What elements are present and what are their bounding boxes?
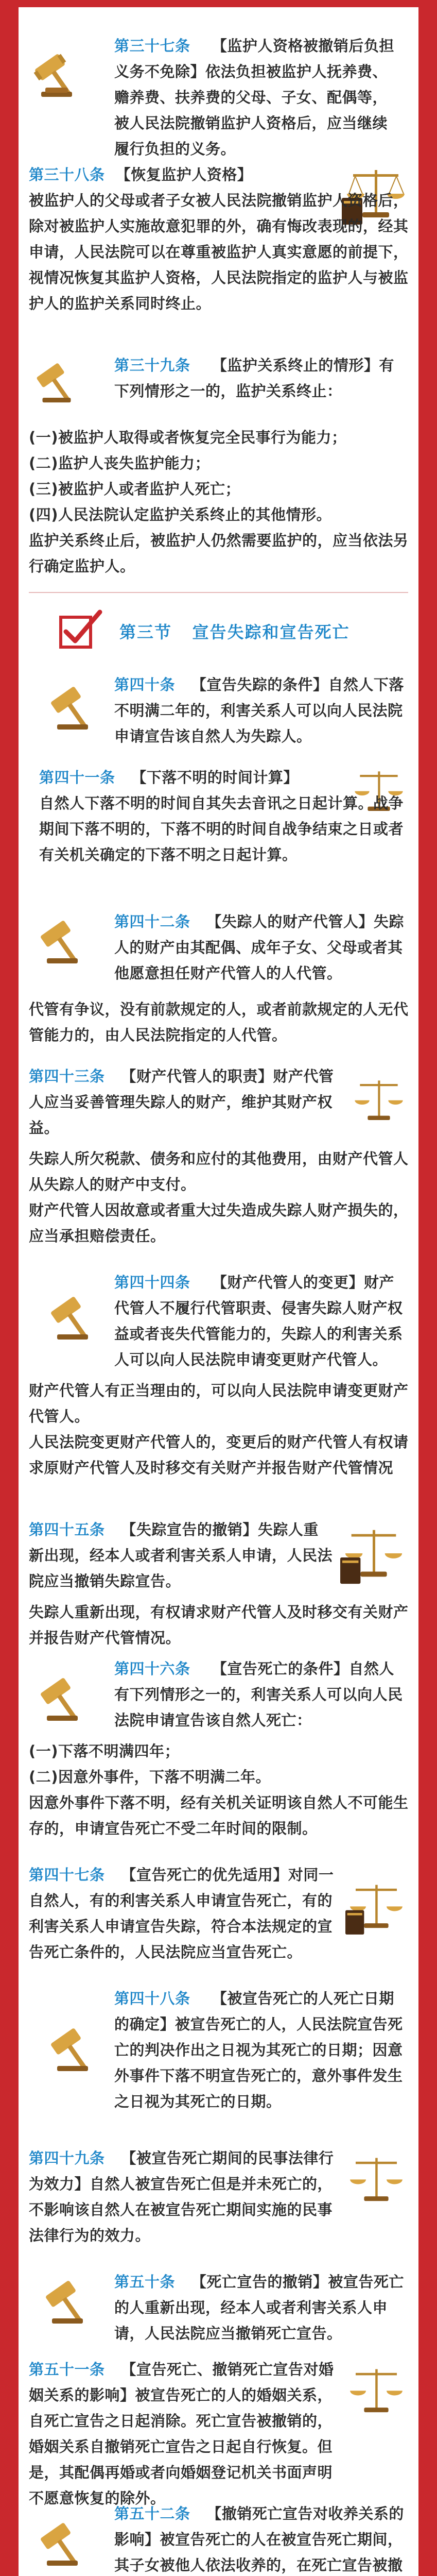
article-41 bbox=[19, 765, 418, 899]
article-49 bbox=[19, 2145, 418, 2259]
paragraph: 失踪人所欠税款、债务和应付的其他费用，由财产代管人从失踪人的财产中支付。 bbox=[29, 1150, 409, 1193]
article-50 bbox=[19, 2269, 418, 2357]
gavel-icon bbox=[39, 1285, 106, 1347]
gavel-icon bbox=[26, 352, 88, 409]
entry-38-text bbox=[29, 162, 338, 188]
article-body: 自然人下落不明满二年的，利害关系人可以向人民法院申请宣告该自然人为失踪人。 bbox=[114, 676, 404, 745]
paragraph: 财产代管人有正当理由的，可以向人民法院申请变更财产代管人。 bbox=[29, 1382, 409, 1425]
gavel-icon bbox=[29, 2511, 96, 2573]
article-body: 自然人被宣告死亡但是并未死亡的，不影响该自然人在被宣告死亡期间实施的民事法律行为的效力。 bbox=[29, 2175, 333, 2244]
article-number: 第四十条 bbox=[114, 676, 176, 693]
entry-38 bbox=[19, 162, 418, 342]
article-number: 第三十九条 bbox=[114, 357, 190, 374]
article-43 bbox=[19, 1063, 418, 1269]
article-41-heading bbox=[39, 765, 348, 790]
article-50-text bbox=[114, 2269, 408, 2346]
article-body: 财产代管人不履行代管职责、侵害失踪人财产权益或者丧失代管能力的，失踪人的利害关系人可以向人民法院申请变更财产代管人。 bbox=[114, 1274, 403, 1368]
gavel-icon bbox=[39, 2016, 106, 2078]
article-body: 自然人有下列情形之一的，利害关系人可以向人民法院申请宣告该自然人死亡： bbox=[114, 1660, 403, 1729]
article-42-text bbox=[114, 909, 408, 986]
entry-37-text bbox=[114, 33, 403, 162]
article-body: 失踪人重新出现，经本人或者利害关系人申请，人民法院应当撤销失踪宣告。 bbox=[29, 1521, 333, 1590]
paragraph: 人民法院变更财产代管人的，变更后的财产代管人有权请求原财产代管人及时移交有关财产并报告财产代管情况 bbox=[29, 1433, 409, 1477]
article-title: 【宣告失踪的条件】 bbox=[191, 676, 328, 693]
article-title: 【宣告死亡的条件】 bbox=[212, 1660, 349, 1677]
article-42 bbox=[19, 909, 418, 1058]
article-45 bbox=[19, 1517, 418, 1661]
article-46-text bbox=[114, 1656, 408, 1733]
entry-38-body: 被监护人的父母或者子女被人民法院撤销监护人资格后，除对被监护人实施故意犯罪的外，确有悔改表现的，经其申请，人民法院可以在尊重被监护人真实意愿的前提下，视情况恢复其监护人资格，人民法院指定的监护人与被监护人的监护关系同时终止。 bbox=[29, 192, 409, 312]
article-number: 第四十一条 bbox=[39, 769, 115, 786]
article-title: 【被宣告死亡的人死亡日期的确定】 bbox=[114, 1990, 394, 2033]
article-number: 第五十一条 bbox=[29, 2361, 105, 2378]
entry-37 bbox=[19, 33, 418, 158]
article-48-text bbox=[114, 1986, 408, 2114]
paragraph: 代管有争议，没有前款规定的人，或者前款规定的人无代管能力的，由人民法院指定的人代管。 bbox=[29, 1001, 409, 1044]
section-title bbox=[119, 619, 349, 643]
article-number: 第四十八条 bbox=[114, 1990, 190, 2007]
article-40-text bbox=[114, 672, 408, 749]
article-body: 被宣告死亡的人的婚姻关系，自死亡宣告之日起消除。死亡宣告被撤销的，婚姻关系自撤销死亡宣告之日起自行恢复。但是，其配偶再婚或者向婚姻登记机关书面声明不愿意恢复的除外。 bbox=[29, 2386, 333, 2507]
section-name: 宣告失踪和宣告死亡 bbox=[192, 622, 350, 642]
article-number: 第三十七条 bbox=[114, 37, 190, 55]
section-divider bbox=[29, 592, 408, 593]
entry-39 bbox=[19, 352, 418, 589]
article-number: 第四十四条 bbox=[114, 1274, 190, 1291]
scales-of-justice-icon bbox=[348, 1074, 410, 1130]
article-47 bbox=[19, 1862, 418, 1980]
article-body: 被宣告死亡的人，人民法院宣告死亡的判决作出之日视为其死亡的日期；因意外事件下落不明宣告死亡的，意外事件发生之日视为其死亡的日期。 bbox=[114, 2015, 403, 2110]
article-title: 【宣告死亡、撤销死亡宣告对婚姻关系的影响】 bbox=[29, 2361, 334, 2404]
gavel-icon bbox=[29, 909, 96, 971]
list-item: (二)监护人丧失监护能力； bbox=[29, 454, 211, 472]
document-sheet bbox=[19, 7, 418, 2576]
article-title: 【监护人资格被撤销后负担义务不免除】 bbox=[114, 37, 394, 80]
gavel-icon bbox=[26, 42, 88, 104]
article-title: 【下落不明的时间计算】 bbox=[131, 769, 299, 786]
article-number: 第四十三条 bbox=[29, 1067, 105, 1085]
article-title: 【被宣告死亡期间的民事法律行为效力】 bbox=[29, 2149, 334, 2193]
article-52-text bbox=[114, 2501, 408, 2576]
list-item: (四)人民法院认定监护关系终止的其他情形。 bbox=[29, 506, 332, 523]
article-title: 【恢复监护人资格】 bbox=[115, 166, 253, 183]
list-item: (三)被监护人或者监护人死亡； bbox=[29, 480, 241, 498]
section-header bbox=[19, 600, 418, 662]
article-body: 被宣告死亡的人重新出现，经本人或者利害关系人申请，人民法院应当撤销死亡宣告。 bbox=[114, 2273, 404, 2342]
entry-39-text bbox=[114, 352, 408, 404]
article-body: 被宣告死亡的人在被宣告死亡期间，其子女被他人依法收养的，在死亡宣告被撤 bbox=[114, 2531, 403, 2574]
article-body: 失踪人的财产由其配偶、成年子女、父母或者其他愿意担任财产代管人的人代管。 bbox=[114, 913, 404, 982]
article-number: 第四十二条 bbox=[114, 913, 190, 930]
article-title: 【监护关系终止的情形】 bbox=[212, 357, 379, 374]
article-body: 财产代管人应当妥善管理失踪人的财产，维护其财产权益。 bbox=[29, 1067, 334, 1137]
paragraph: 因意外事件下落不明，经有关机关证明该自然人不可能生存的，申请宣告死亡不受二年时间的限制。 bbox=[29, 1794, 409, 1837]
checkbox-check-icon bbox=[58, 609, 104, 652]
list-item: (一)被监护人取得或者恢复完全民事行为能力； bbox=[29, 429, 347, 446]
paragraph: 监护关系终止后，被监护人仍然需要监护的，应当依法另行确定监护人。 bbox=[29, 532, 409, 575]
article-number: 第五十条 bbox=[114, 2273, 176, 2291]
article-48 bbox=[19, 1986, 418, 2145]
gavel-icon bbox=[34, 2269, 101, 2331]
list-item: (一)下落不明满四年； bbox=[29, 1742, 180, 1760]
article-45-text bbox=[29, 1517, 333, 1594]
article-number: 第三十八条 bbox=[29, 166, 105, 183]
scales-of-justice-icon bbox=[343, 2362, 410, 2424]
article-44 bbox=[19, 1269, 418, 1512]
article-44-text bbox=[114, 1269, 408, 1372]
article-title: 【撤销死亡宣告对收养关系的影响】 bbox=[114, 2505, 404, 2548]
article-title: 【失踪人的财产代管人】 bbox=[206, 913, 374, 930]
article-43-text bbox=[29, 1063, 343, 1141]
scales-of-justice-icon bbox=[343, 2150, 410, 2212]
article-49-text bbox=[29, 2145, 338, 2248]
article-title: 【宣告死亡的优先适用】 bbox=[121, 1866, 288, 1884]
article-body: 有下列情形之一的，监护关系终止： bbox=[114, 357, 394, 400]
article-title: 【财产代管人的变更】 bbox=[212, 1274, 364, 1291]
article-number: 第四十五条 bbox=[29, 1521, 105, 1538]
article-title: 【失踪宣告的撤销】 bbox=[121, 1521, 258, 1538]
article-47-text bbox=[29, 1862, 338, 1965]
article-52 bbox=[19, 2501, 418, 2576]
article-number: 第四十六条 bbox=[114, 1660, 190, 1677]
list-item: (二)因意外事件，下落不明满二年。 bbox=[29, 1768, 271, 1786]
article-number: 第五十二条 bbox=[114, 2505, 190, 2522]
section-label: 第三节 bbox=[119, 622, 172, 642]
gavel-icon bbox=[39, 675, 106, 737]
article-40 bbox=[19, 672, 418, 754]
article-number: 第四十七条 bbox=[29, 1866, 105, 1884]
article-title: 【死亡宣告的撤销】 bbox=[191, 2273, 328, 2291]
article-body: 依法负担被监护人抚养费、赡养费、扶养费的父母、子女、配偶等，被人民法院撤销监护人资格后，应当继续履行负担的义务。 bbox=[114, 63, 388, 158]
scales-of-justice-icon bbox=[343, 1877, 410, 1939]
article-body: 对同一自然人，有的利害关系人申请宣告死亡，有的利害关系人申请宣告失踪，符合本法规定的宣告死亡条件的，人民法院应当宣告死亡。 bbox=[29, 1866, 334, 1961]
article-title: 【财产代管人的职责】 bbox=[121, 1067, 273, 1085]
article-number: 第四十九条 bbox=[29, 2149, 105, 2167]
gavel-icon bbox=[29, 1666, 96, 1728]
article-41-body: 自然人下落不明的时间自其失去音讯之日起计算。战争期间下落不明的，下落不明的时间自战争结束之日或者有关机关确定的下落不明之日起计算。 bbox=[39, 794, 404, 863]
paragraph: 失踪人重新出现，有权请求财产代管人及时移交有关财产并报告财产代管情况。 bbox=[29, 1603, 409, 1647]
article-46 bbox=[19, 1656, 418, 1877]
paragraph: 财产代管人因故意或者重大过失造成失踪人财产损失的，应当承担赔偿责任。 bbox=[29, 1201, 409, 1245]
article-51-text bbox=[29, 2357, 338, 2511]
scales-of-justice-icon bbox=[338, 1522, 410, 1589]
